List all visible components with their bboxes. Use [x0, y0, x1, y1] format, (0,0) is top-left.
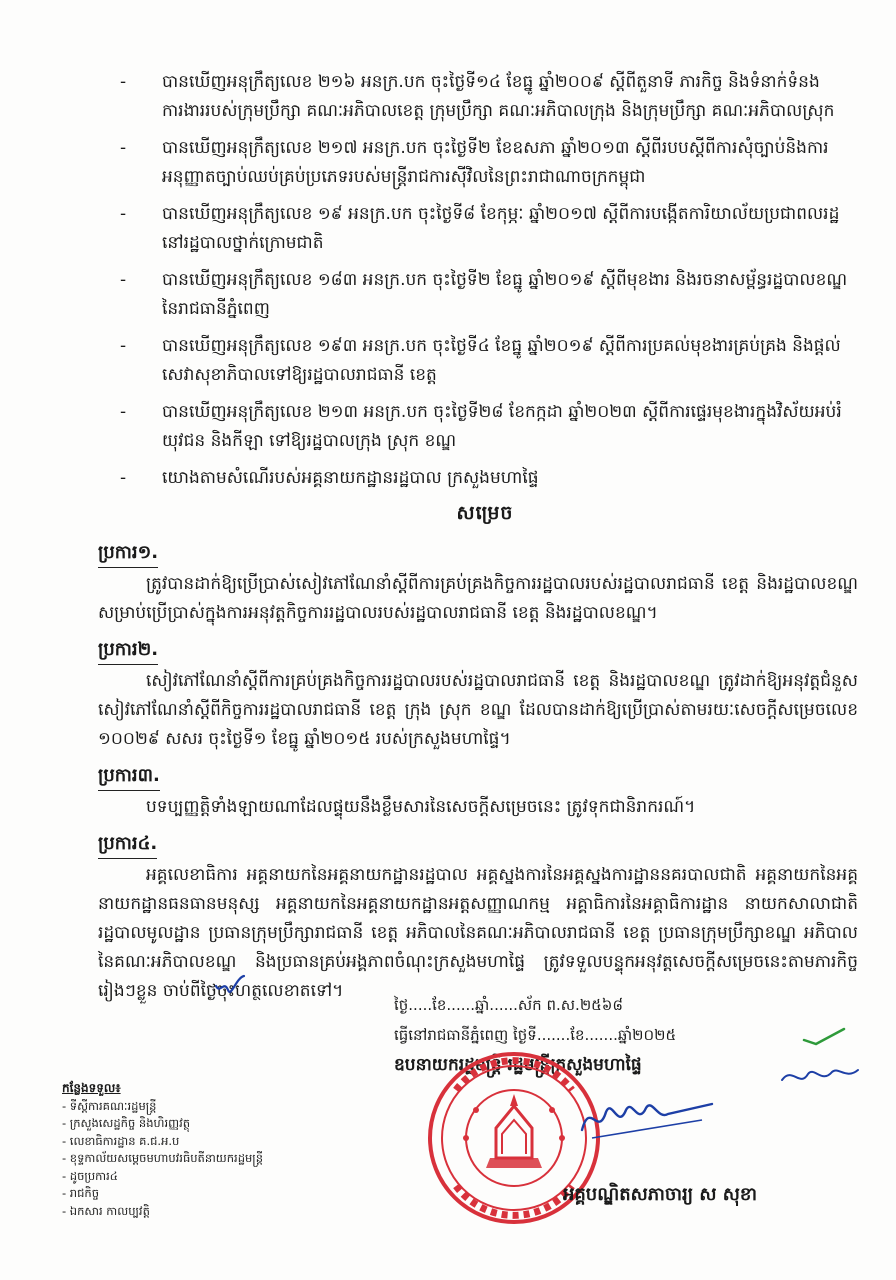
article-body: សៀវភៅណែនាំស្តីពីការគ្រប់គ្រងកិច្ចការរដ្ឋបាលរបស់រដ្ឋបាលរាជធានី ខេត្ត និងរដ្ឋបាលខណ្ឌ ត្រូវដាក់ឱ្យអនុវត្តជំនួសសៀវភៅណែនាំស្តីពីកិច្ចការរដ្ឋបាលរាជធានី ខេត្ត ក្រុង ស្រុក ខណ្ឌ ដែលបានដាក់ឱ្យប្រើប្រាស់តាមរយៈសេចក្តីសម្រេចលេខ ១០០២៩ សសរ ចុះថ្ងៃទី១ ខែធ្នូ ឆ្នាំ២០១៥ របស់ក្រសួងមហាផ្ទៃ។: [98, 671, 858, 749]
article-body: ត្រូវបានដាក់ឱ្យប្រើប្រាស់សៀវភៅណែនាំស្តីពីការគ្រប់គ្រងកិច្ចការរដ្ឋបាលរបស់រដ្ឋបាលរាជធានី ខេត្ត និងរដ្ឋបាលខណ្ឌ សម្រាប់ប្រើប្រាស់ក្នុងការអនុវត្តកិច្ចការរដ្ឋបាលរបស់រដ្ឋបាលរាជធានី ខេត្ត និងរដ្ឋបាលខណ្ឌ។: [98, 574, 858, 623]
handwritten-initial-icon: [778, 1062, 860, 1090]
list-dash: -: [120, 402, 127, 422]
article-body: បទប្បញ្ញត្តិទាំងឡាយណាដែលផ្ទុយនឹងខ្លឹមសារនៃសេចក្តីសម្រេចនេះ ត្រូវទុកជានិរាករណ៍។: [146, 797, 696, 817]
article-title: ប្រការ៣.: [98, 762, 160, 791]
recipient-item: - លេខាធិការដ្ឋាន គ.ជ.អ.ប: [62, 1133, 180, 1148]
list-dash: -: [120, 72, 127, 92]
visa-item: [120, 398, 850, 456]
list-dash: -: [120, 138, 127, 158]
signature-icon: [572, 1090, 722, 1150]
solar-date: ធ្វើនៅរាជធានីភ្នំពេញ ថ្ងៃទី.......ខែ.......ឆ្នាំ២០២៥: [394, 1026, 677, 1044]
visa-text: បានឃើញអនុក្រឹត្យលេខ ២១៦ អនក្រ.បក ចុះថ្ងៃទី១៤ ខែធ្នូ ឆ្នាំ២០០៩ ស្តីពីតួនាទី ភារកិច្ច និងទំនាក់ទំនងការងាររបស់ក្រុមប្រឹក្សា គណៈអភិបាលខេត្ត ក្រុមប្រឹក្សា គណៈអភិបាលក្រុង និងក្រុមប្រឹក្សា គណៈអភិបាលស្រុក: [162, 72, 835, 121]
visa-item: [120, 464, 850, 493]
visa-text: បានឃើញអនុក្រឹត្យលេខ ១៨៣ អនក្រ.បក ចុះថ្ងៃទី២ ខែធ្នូ ឆ្នាំ២០១៩ ស្តីពីមុខងារ និងរចនាសម្ព័ន្ធរដ្ឋបាលខណ្ឌនៃរាជធានីភ្នំពេញ: [162, 270, 848, 319]
visa-item: [120, 332, 850, 390]
signer-name: អគ្គបណ្ឌិតសភាចារ្យ ស សុខា: [562, 1184, 758, 1205]
recipient-item: - ទីស្តីការគណៈរដ្ឋមន្ត្រី: [62, 1098, 157, 1113]
recipient-item: - ឯកសារ កាលប្បវត្តិ: [62, 1203, 150, 1218]
list-dash: -: [120, 270, 127, 290]
visa-text: បានឃើញអនុក្រឹត្យលេខ ២១៧ អនក្រ.បក ចុះថ្ងៃទី២ ខែឧសភា ឆ្នាំ២០១៣ ស្តីពីរបបស្តីពីការសុំច្បាប់និងការអនុញ្ញាតច្បាប់ឈប់គ្រប់ប្រភេទរបស់មន្ត្រីរាជការស៊ីវិលនៃព្រះរាជាណាចក្រកម្ពុជា: [162, 138, 829, 187]
visa-item: [120, 200, 850, 258]
recipients-list: [62, 1080, 382, 1220]
decision-heading: សម្រេច: [456, 502, 514, 524]
visa-list: [120, 68, 850, 543]
article-body: អគ្គលេខាធិការ អគ្គនាយកនៃអគ្គនាយកដ្ឋានរដ្ឋបាល អគ្គស្នងការនៃអគ្គស្នងការដ្ឋាននគរបាលជាតិ អគ្គនាយកនៃអគ្គនាយកដ្ឋានធនធានមនុស្ស អគ្គនាយកនៃអគ្គនាយកដ្ឋានអត្តសញ្ញាណកម្ម អគ្គាធិការនៃអគ្គាធិការដ្ឋាន នាយកសាលាជាតិរដ្ឋបាលមូលដ្ឋាន ប្រធានក្រុមប្រឹក្សារាជធានី ខេត្ត អភិបាលនៃគណៈអភិបាលរាជធានី ខេត្ត ប្រធានក្រុមប្រឹក្សាខណ្ឌ អភិបាលនៃគណៈអភិបាលខណ្ឌ និងប្រធានគ្រប់អង្គភាពចំណុះក្រសួងមហាផ្ទៃ ត្រូវទទួលបន្ទុកអនុវត្តសេចក្តីសម្រេចនេះតាមភារកិច្ចរៀងៗខ្លួន ចាប់ពីថ្ងៃចុះហត្ថលេខាតទៅ។: [98, 865, 858, 1001]
article-title: ប្រការ២.: [98, 636, 158, 665]
recipient-item: - រាជកិច្ច: [62, 1186, 100, 1200]
articles-section: [98, 535, 858, 1010]
visa-text: បានឃើញអនុក្រឹត្យលេខ ២១៣ អនក្រ.បក ចុះថ្ងៃទី២៨ ខែកក្កដា ឆ្នាំ២០២៣ ស្តីពីការផ្ទេរមុខងារក្នុងវិស័យអប់រំ យុវជន និងកីឡា ទៅឱ្យរដ្ឋបាលក្រុង ស្រុក ខណ្ឌ: [162, 402, 842, 451]
visa-text: យោងតាមសំណើរបស់អគ្គនាយកដ្ឋានរដ្ឋបាល ក្រសួងមហាផ្ទៃ: [162, 468, 539, 488]
lunar-date: ថ្ងៃ.....ខែ......ឆ្នាំ......ស័ក ព.ស.២៥៦៨: [394, 996, 624, 1014]
article-title: ប្រការ៤.: [98, 830, 157, 859]
recipient-item: - ក្រសួងសេដ្ឋកិច្ច និងហិរញ្ញវត្ថុ: [62, 1116, 191, 1130]
recipient-item: - ដូចប្រការ៤: [62, 1168, 118, 1183]
recipients-title: កន្លែងទទួល៖: [62, 1081, 121, 1095]
visa-item: [120, 134, 850, 192]
list-dash: -: [120, 468, 127, 488]
handwritten-mark-icon: [212, 972, 248, 1002]
visa-item: [120, 266, 850, 324]
signer-title: ឧបនាយករដ្ឋមន្ត្រី រដ្ឋមន្ត្រីក្រសួងមហាផ្ទៃ: [394, 1055, 642, 1075]
visa-text: បានឃើញអនុក្រឹត្យលេខ ១៩៣ អនក្រ.បក ចុះថ្ងៃទី៤ ខែធ្នូ ឆ្នាំ២០១៩ ស្តីពីការប្រគល់មុខងារគ្រប់គ្រង និងផ្តល់សេវាសុខាភិបាលទៅឱ្យរដ្ឋបាលរាជធានី ខេត្ត: [162, 336, 841, 385]
list-dash: -: [120, 336, 127, 356]
green-checkmark-icon: [802, 1026, 846, 1048]
visa-item: [120, 68, 850, 126]
recipient-item: - ខុទ្ទកាល័យសម្តេចមហាបវរធិបតីនាយករដ្ឋមន្ត្រី: [62, 1151, 264, 1165]
list-dash: -: [120, 204, 127, 224]
visa-text: បានឃើញអនុក្រឹត្យលេខ ១៩ អនក្រ.បក ចុះថ្ងៃទី៨ ខែកុម្ភៈ ឆ្នាំ២០១៧ ស្តីពីការបង្កើតការិយាល័យប្រជាពលរដ្ឋនៅរដ្ឋបាលថ្នាក់ក្រោមជាតិ: [162, 204, 840, 253]
article-title: ប្រការ១.: [98, 539, 158, 568]
